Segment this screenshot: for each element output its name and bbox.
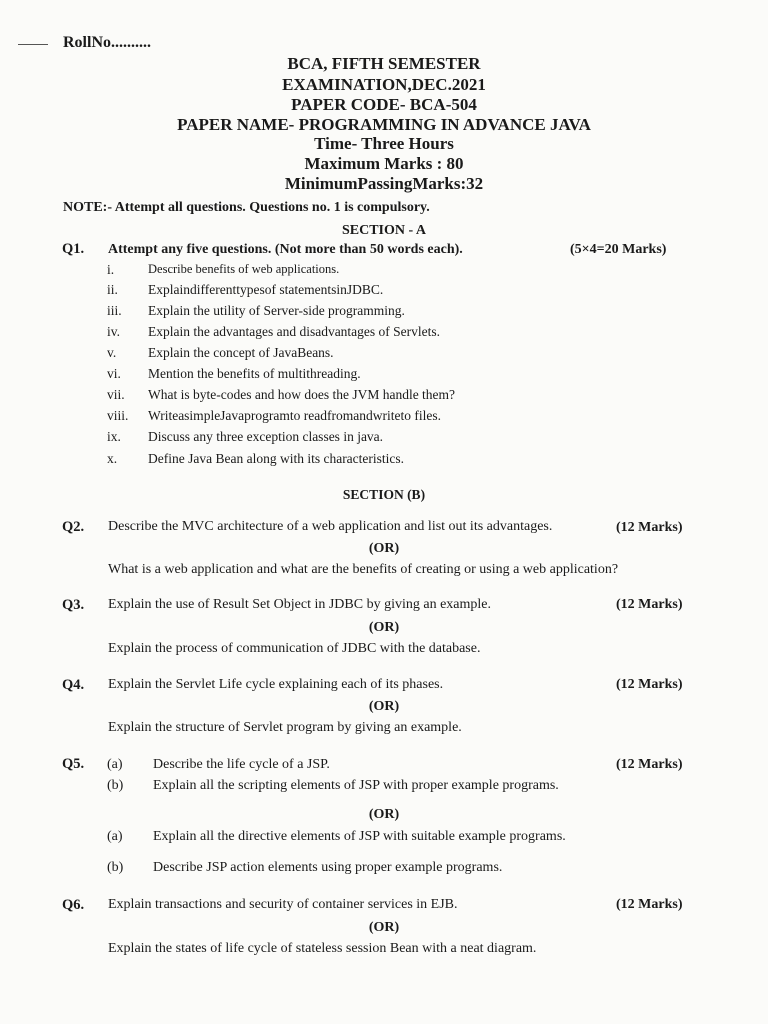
or-label: (OR)	[368, 541, 400, 556]
q5-part-label: (b)	[107, 778, 124, 793]
q2-alt-text: What is a web application and what are the benefits of creating or using a web application?	[108, 562, 619, 577]
q1-item-text: Explain the utility of Server-side programming.	[148, 303, 405, 318]
header-max-marks: Maximum Marks : 80	[304, 154, 464, 173]
q1-item-number: vii.	[107, 387, 125, 402]
header-min-marks: MinimumPassingMarks:32	[284, 174, 484, 193]
q1-item-number: ii.	[107, 282, 118, 297]
q6-number: Q6.	[62, 897, 85, 913]
q1-item-number: ix.	[107, 429, 121, 444]
margin-dash	[18, 44, 48, 45]
q5-part-b-text: Explain all the scripting elements of JSP with proper example programs.	[153, 778, 559, 793]
q1-item-number: vi.	[107, 366, 121, 381]
note: NOTE:- Attempt all questions. Questions no. 1 is compulsory.	[63, 200, 430, 215]
q5-part-label: (a)	[107, 757, 123, 772]
q3-text: Explain the use of Result Set Object in JDBC by giving an example.	[108, 597, 491, 612]
q1-item-text: What is byte-codes and how does the JVM handle them?	[148, 387, 456, 402]
header-paper-code: PAPER CODE- BCA-504	[291, 95, 477, 114]
q1-item-text: Explain the concept of JavaBeans.	[148, 345, 334, 360]
q4-number: Q4.	[62, 677, 85, 693]
or-label: (OR)	[368, 699, 400, 714]
q6-marks: (12 Marks)	[616, 897, 683, 912]
q2-marks: (12 Marks)	[616, 520, 683, 535]
header-exam: EXAMINATION,DEC.2021	[282, 75, 486, 94]
q1-item-text: Explain the advantages and disadvantages of Servlets.	[148, 324, 441, 339]
q1-item-text: Discuss any three exception classes in java.	[148, 429, 384, 444]
header-semester: BCA, FIFTH SEMESTER	[287, 54, 481, 73]
q4-marks: (12 Marks)	[616, 677, 683, 692]
q5-part-label: (b)	[107, 860, 124, 875]
q1-item-number: x.	[107, 451, 118, 466]
q6-text: Explain transactions and security of container services in EJB.	[108, 897, 458, 912]
q1-item-number: v.	[107, 345, 117, 360]
q4-text: Explain the Servlet Life cycle explaining each of its phases.	[108, 677, 444, 692]
q5-alt-part-b-text: Describe JSP action elements using proper example programs.	[153, 860, 503, 875]
q5-alt-part-a-text: Explain all the directive elements of JSP with suitable example programs.	[153, 829, 566, 844]
q5-number: Q5.	[62, 756, 85, 772]
or-label: (OR)	[368, 807, 400, 822]
q3-alt-text: Explain the process of communication of JDBC with the database.	[108, 641, 481, 656]
q1-item-number: viii.	[107, 408, 129, 423]
q4-alt-text: Explain the structure of Servlet program by giving an example.	[108, 720, 462, 735]
header-time: Time- Three Hours	[314, 134, 454, 153]
q2-number: Q2.	[62, 519, 85, 535]
section-b-title: SECTION (B)	[342, 487, 426, 502]
q1-text: Attempt any five questions. (Not more than 50 words each).	[108, 242, 463, 257]
q1-item-number: iii.	[107, 303, 122, 318]
header-paper-name: PAPER NAME- PROGRAMMING IN ADVANCE JAVA	[177, 115, 591, 134]
q1-item-text: Describe benefits of web applications.	[148, 262, 340, 276]
q2-text: Describe the MVC architecture of a web application and list out its advantages.	[108, 519, 553, 534]
q1-item-text: Mention the benefits of multithreading.	[148, 366, 361, 381]
q1-item-text: Define Java Bean along with its characteristics.	[148, 451, 405, 466]
q1-item-number: iv.	[107, 324, 120, 339]
q1-item-text: WriteasimpleJavaprogramto readfromandwriteto files.	[148, 408, 441, 423]
q1-number: Q1.	[62, 241, 85, 257]
q1-item-text: Explaindifferenttypesof statementsinJDBC.	[148, 282, 384, 297]
q5-marks: (12 Marks)	[616, 757, 683, 772]
or-label: (OR)	[368, 920, 400, 935]
roll-number: RollNo..........	[63, 34, 151, 51]
q3-marks: (12 Marks)	[616, 597, 683, 612]
q1-item-number: i.	[107, 262, 115, 277]
or-label: (OR)	[368, 620, 400, 635]
q5-part-a-text: Describe the life cycle of a JSP.	[153, 757, 330, 772]
q1-marks: (5×4=20 Marks)	[570, 242, 667, 257]
q6-alt-text: Explain the states of life cycle of stateless session Bean with a neat diagram.	[108, 941, 537, 956]
q3-number: Q3.	[62, 597, 85, 613]
q5-part-label: (a)	[107, 829, 123, 844]
section-a-title: SECTION - A	[341, 223, 427, 238]
